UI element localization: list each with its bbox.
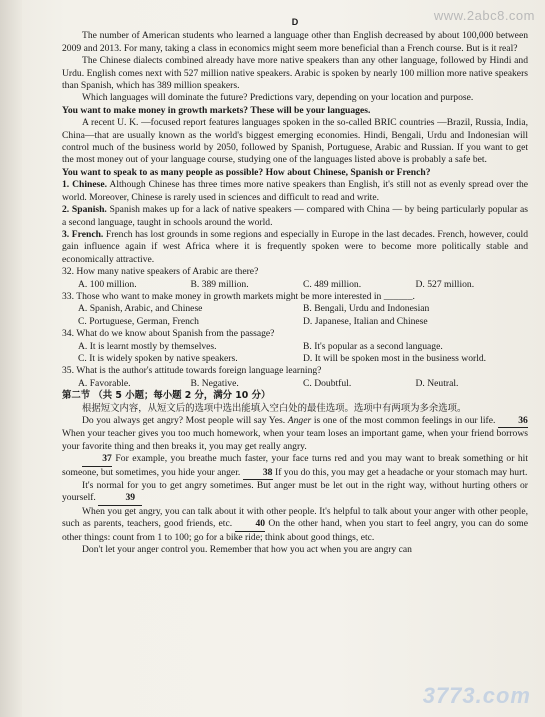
list-item: [62, 204, 528, 229]
text-run: is one of the most common feelings in our life.: [311, 415, 498, 426]
list-item-text: Spanish makes up for a lack of native speakers — compared with China — by being particularly popular as a second language, taught in schools around the world.: [62, 204, 528, 228]
section-letter: D: [291, 17, 299, 27]
text-run: For example, you breathe much faster, your face turns red and you may want to break something or hit someone, but sometimes, you hide your anger.: [62, 453, 528, 478]
question-32: 32. How many native speakers of Arabic are there?: [62, 266, 259, 278]
option[interactable]: A. Spanish, Arabic, and Chinese: [78, 303, 203, 315]
options-34-row2: [78, 353, 528, 365]
options-33-row2: [78, 316, 528, 328]
option[interactable]: A. Favorable.: [78, 377, 131, 389]
cloze-paragraph-4: [62, 506, 528, 544]
option[interactable]: D. Neutral.: [415, 377, 459, 389]
options-34-row1: [78, 341, 528, 353]
document-body: [62, 16, 528, 556]
options-35: [78, 378, 528, 390]
option[interactable]: B. Negative.: [190, 377, 239, 389]
paragraph-2: The Chinese dialects combined already have more native speakers than any other language, followed by Hindi and Urdu. English comes next with 527 million native speakers. Arabic is spoken by nearly 100 million more native speakers than Spanish, which has 389 million speakers.: [62, 55, 528, 92]
list-item-label: 3. French.: [62, 228, 104, 240]
list-item-text: French has lost grounds in some regions and especially in Europe in the last decades. French, however, could gain influence again if west Africa where it is frequently spoken were to become more politically stable and economically attractive.: [62, 228, 528, 265]
section-2-title: 第二节 （共 5 小题；每小题 2 分，满分 10 分）: [62, 390, 271, 402]
watermark-bottom: 3773.com: [422, 683, 531, 708]
option[interactable]: B. 389 million.: [190, 278, 249, 290]
heading-speak-to-many: You want to speak to as many people as possible? How about Chinese, Spanish or French?: [62, 166, 431, 178]
paragraph-4: A recent U. K. —focused report features languages spoken in the so-called BRIC countries —Brazil, Russia, India, China—that are usually known as the world's biggest emerging economies. Hindi, Bengali, Urdu and Indonesian will control much of the business world by 2050, followed by Spanish, Portuguese, Arabic and Russian. If you want to get the most money out of your language course, studying one of the languages listed above is probably a safe bet.: [62, 117, 528, 166]
option[interactable]: C. 489 million.: [303, 278, 362, 290]
option[interactable]: D. Japanese, Italian and Chinese: [303, 315, 428, 327]
blank-38[interactable]: 38: [243, 467, 273, 480]
list-item-text: Although Chinese has three times more native speakers than English, it's still not as evenly spread over the world. Moreover, Chinese is rarely used in sciences and difficult to read and write.: [62, 179, 528, 203]
heading-growth-markets: You want to make money in growth markets? These will be your languages.: [62, 104, 371, 116]
option[interactable]: D. It will be spoken most in the business world.: [303, 352, 487, 364]
text-run: When you get angry, you can talk about it with other people. It's helpful to talk about your anger with other people, such as parents, teachers, good friends, etc.: [62, 505, 528, 530]
option[interactable]: D. 527 million.: [415, 278, 475, 290]
question-35: 35. What is the author's attitude towards foreign language learning?: [62, 365, 322, 377]
option[interactable]: B. Bengali, Urdu and Indonesian: [303, 303, 430, 315]
text-run-italic: Anger: [287, 415, 312, 426]
question-34: 34. What do we know about Spanish from the passage?: [62, 328, 275, 340]
answer-blank: ______: [383, 290, 413, 302]
text-run: On the other hand, when you start to feel angry, you can do some other things: count from 1 to 100; go for a bike ride; think about good things, etc.: [62, 518, 528, 543]
option[interactable]: A. It is learnt mostly by themselves.: [78, 340, 217, 352]
list-item: [62, 229, 528, 266]
cloze-paragraph-2: [62, 453, 528, 480]
page-fold-shadow: [0, 0, 22, 717]
option[interactable]: A. 100 million.: [78, 278, 137, 290]
blank-39[interactable]: 39: [98, 492, 142, 505]
section-2-instruction: 根据短文内容，从短文后的选项中选出能填入空白处的最佳选项。选项中有两项为多余选项。: [82, 402, 467, 414]
cloze-paragraph-3: [62, 480, 528, 506]
blank-37[interactable]: 37: [82, 453, 112, 466]
text-run: When your teacher gives you too much homework, when your team loses an important game, when your friend borrows your favorite thing and then breaks it, you may get really angry.: [62, 428, 528, 452]
list-item: [62, 179, 528, 204]
text-run: If you do this, you may get a headache or your stomach may hurt.: [272, 466, 528, 478]
question-stem: 33. Those who want to make money in growth markets might be more interested in: [62, 290, 382, 302]
option[interactable]: C. It is widely spoken by native speakers.: [78, 352, 238, 364]
options-33-row1: [78, 303, 528, 315]
option[interactable]: C. Doubtful.: [303, 377, 352, 389]
text-run: Do you always get angry? Most people will say Yes.: [82, 415, 288, 426]
list-item-label: 1. Chinese.: [62, 179, 108, 191]
paragraph-3: Which languages will dominate the future? Predictions vary, depending on your location and purpose.: [82, 92, 474, 104]
paragraph-1: The number of American students who learned a language other than English decreased by about 100,000 between 2009 and 2013. For many, taking a class in economics might seem more beneficial than a French course. But is it real?: [62, 30, 528, 54]
blank-40[interactable]: 40: [235, 518, 265, 531]
watermark-top: www.2abc8.com: [433, 8, 535, 23]
cloze-paragraph-1: [62, 415, 528, 453]
options-32: [78, 279, 528, 291]
cloze-paragraph-5: Don't let your anger control you. Remember that how you act when you are angry can: [82, 544, 412, 556]
option[interactable]: C. Portuguese, German, French: [78, 315, 199, 327]
option[interactable]: B. It's popular as a second language.: [303, 340, 443, 352]
question-end: .: [412, 290, 415, 302]
text-run: It's normal for you to get angry sometimes. But anger must be let out in the right way, without hurting others or yourself.: [62, 480, 528, 504]
blank-36[interactable]: 36: [498, 415, 528, 428]
list-item-label: 2. Spanish.: [62, 204, 107, 216]
question-33: [62, 291, 528, 303]
